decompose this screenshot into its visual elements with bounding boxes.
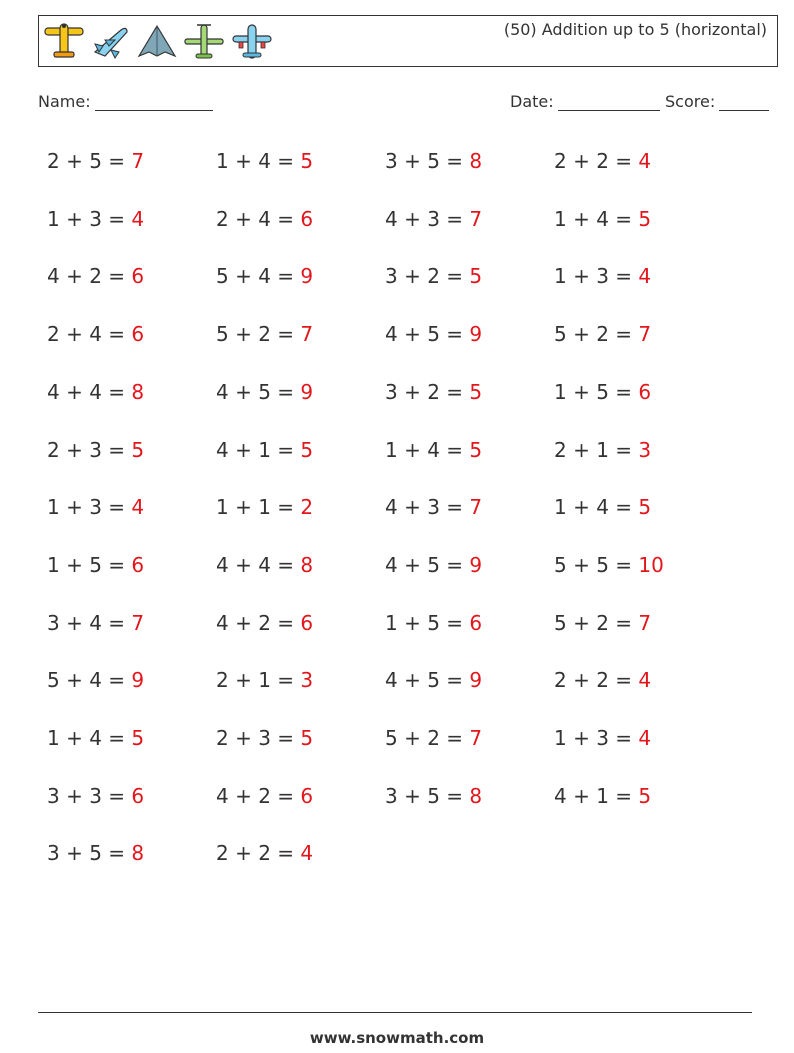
problem-answer: 6 — [300, 610, 314, 635]
problem-answer: 6 — [131, 783, 145, 808]
problem-item — [47, 149, 144, 173]
problem-question: 3 + 5 = — [385, 149, 470, 173]
problem-item — [216, 207, 313, 231]
problem-item — [385, 322, 482, 346]
problem-answer: 9 — [469, 322, 483, 347]
problem-question: 4 + 1 = — [554, 783, 639, 808]
score-label: Score: — [665, 92, 716, 111]
problem-item — [47, 611, 144, 635]
problem-answer: 2 — [300, 495, 314, 520]
problem-question: 2 + 3 = — [216, 726, 301, 750]
problem-answer: 6 — [131, 264, 145, 289]
problem-question: 3 + 5 = — [47, 841, 132, 866]
problem-answer: 4 — [300, 841, 314, 866]
header-icons — [43, 22, 273, 62]
problem-question: 2 + 2 = — [554, 149, 639, 173]
problem-item — [47, 438, 144, 462]
problem-item — [554, 553, 664, 577]
problem-question: 4 + 2 = — [216, 783, 301, 808]
problem-answer: 6 — [638, 379, 652, 404]
problem-answer: 8 — [300, 552, 314, 577]
footer-url: www.snowmath.com — [309, 1029, 485, 1047]
problem-question: 4 + 5 = — [385, 668, 470, 693]
problem-item — [385, 553, 482, 577]
problem-answer: 4 — [638, 149, 652, 173]
problem-question: 4 + 4 = — [216, 552, 301, 577]
problem-answer: 10 — [638, 552, 664, 577]
problem-item — [216, 380, 313, 404]
problem-question: 1 + 3 = — [554, 264, 639, 289]
problem-question: 4 + 5 = — [385, 322, 470, 347]
problem-item — [216, 841, 313, 865]
problem-question: 4 + 3 = — [385, 206, 470, 231]
problem-item — [216, 438, 313, 462]
date-blank-line[interactable] — [558, 92, 660, 111]
problem-question: 3 + 2 = — [385, 264, 470, 289]
worksheet-header — [38, 15, 778, 67]
problem-item — [47, 322, 144, 346]
problem-item — [554, 380, 651, 404]
problem-answer: 4 — [131, 495, 145, 520]
yellow-biplane-icon — [43, 22, 85, 62]
student-info-row — [38, 92, 770, 116]
problem-item — [554, 149, 651, 173]
blue-airliner-icon — [231, 22, 273, 62]
problem-item — [385, 495, 482, 519]
problem-question: 1 + 5 = — [554, 379, 639, 404]
date-label: Date: — [510, 92, 554, 111]
problem-item — [216, 264, 313, 288]
problem-answer: 7 — [300, 322, 314, 347]
problem-answer: 7 — [131, 149, 145, 173]
problem-answer: 5 — [469, 437, 483, 462]
problem-question: 1 + 4 = — [216, 149, 301, 173]
problem-question: 5 + 2 = — [216, 322, 301, 347]
problem-item — [385, 264, 482, 288]
problem-answer: 5 — [638, 783, 652, 808]
problem-question: 1 + 5 = — [385, 610, 470, 635]
problem-item — [47, 553, 144, 577]
problem-answer: 7 — [469, 726, 483, 750]
problem-question: 1 + 1 = — [216, 495, 301, 520]
problem-item — [47, 380, 144, 404]
problem-item — [385, 611, 482, 635]
problem-answer: 9 — [300, 264, 314, 289]
problem-answer: 8 — [469, 149, 483, 173]
date-field[interactable] — [510, 92, 660, 111]
problem-question: 3 + 4 = — [47, 610, 132, 635]
problem-item — [47, 726, 144, 750]
problem-question: 4 + 3 = — [385, 495, 470, 520]
problem-question: 5 + 2 = — [554, 322, 639, 347]
problem-item — [554, 726, 651, 750]
problem-question: 2 + 2 = — [216, 841, 301, 866]
problem-question: 2 + 3 = — [47, 437, 132, 462]
problem-question: 1 + 5 = — [47, 552, 132, 577]
worksheet-title: (50) Addition up to 5 (horizontal) — [503, 20, 767, 39]
problem-item — [554, 495, 651, 519]
name-blank-line[interactable] — [95, 92, 213, 111]
score-field[interactable] — [665, 92, 769, 111]
problem-answer: 9 — [300, 379, 314, 404]
problem-question: 1 + 4 = — [554, 206, 639, 231]
problem-answer: 8 — [131, 379, 145, 404]
problem-question: 5 + 2 = — [385, 726, 470, 750]
problem-item — [216, 149, 313, 173]
problem-item — [47, 841, 144, 865]
problem-answer: 5 — [300, 726, 314, 750]
problem-question: 4 + 1 = — [216, 437, 301, 462]
problem-answer: 5 — [638, 495, 652, 520]
problem-answer: 4 — [638, 668, 652, 693]
problem-question: 2 + 5 = — [47, 149, 132, 173]
problem-answer: 4 — [638, 264, 652, 289]
problem-answer: 6 — [131, 552, 145, 577]
problem-item — [47, 784, 144, 808]
problem-answer: 3 — [638, 437, 652, 462]
problem-item — [385, 668, 482, 692]
problem-item — [554, 611, 651, 635]
problem-answer: 5 — [469, 264, 483, 289]
problem-item — [216, 668, 313, 692]
problem-answer: 7 — [638, 322, 652, 347]
problem-item — [385, 380, 482, 404]
problem-question: 5 + 4 = — [47, 668, 132, 693]
problem-item — [216, 611, 313, 635]
problem-question: 1 + 3 = — [47, 495, 132, 520]
problem-answer: 4 — [638, 726, 652, 750]
problem-answer: 5 — [300, 149, 314, 173]
problem-question: 4 + 5 = — [216, 379, 301, 404]
problem-question: 4 + 5 = — [385, 552, 470, 577]
problem-question: 1 + 3 = — [47, 206, 132, 231]
name-label: Name: — [38, 92, 91, 111]
problem-question: 2 + 1 = — [554, 437, 639, 462]
problem-item — [47, 495, 144, 519]
problem-answer: 7 — [469, 206, 483, 231]
problem-answer: 5 — [131, 437, 145, 462]
problem-item — [47, 668, 144, 692]
problem-item — [385, 438, 482, 462]
blue-jet-icon — [91, 22, 131, 62]
problem-item — [385, 726, 482, 750]
problem-question: 5 + 4 = — [216, 264, 301, 289]
problem-answer: 3 — [300, 668, 314, 693]
problem-question: 1 + 4 = — [47, 726, 132, 750]
problem-item — [385, 149, 482, 173]
problem-question: 3 + 3 = — [47, 783, 132, 808]
problem-answer: 5 — [469, 379, 483, 404]
problem-item — [47, 264, 144, 288]
name-field[interactable] — [38, 92, 213, 111]
problem-answer: 7 — [638, 610, 652, 635]
problem-question: 4 + 4 = — [47, 379, 132, 404]
problem-question: 1 + 4 = — [554, 495, 639, 520]
problem-answer: 5 — [131, 726, 145, 750]
problem-answer: 9 — [131, 668, 145, 693]
problem-item — [216, 726, 313, 750]
problem-question: 2 + 2 = — [554, 668, 639, 693]
problem-item — [554, 322, 651, 346]
problem-answer: 7 — [131, 610, 145, 635]
problem-answer: 4 — [131, 206, 145, 231]
problem-question: 2 + 1 = — [216, 668, 301, 693]
problem-item — [554, 784, 651, 808]
problem-question: 3 + 5 = — [385, 783, 470, 808]
problem-answer: 7 — [469, 495, 483, 520]
problem-item — [216, 784, 313, 808]
problem-question: 1 + 3 = — [554, 726, 639, 750]
green-propeller-plane-icon — [183, 22, 225, 62]
problem-item — [554, 264, 651, 288]
problem-question: 3 + 2 = — [385, 379, 470, 404]
problem-answer: 6 — [131, 322, 145, 347]
problem-item — [47, 207, 144, 231]
score-blank-line[interactable] — [719, 92, 769, 111]
problem-answer: 6 — [300, 206, 314, 231]
problem-item — [216, 495, 313, 519]
problem-item — [216, 553, 313, 577]
problem-question: 2 + 4 = — [216, 206, 301, 231]
problem-answer: 5 — [300, 437, 314, 462]
problem-item — [554, 668, 651, 692]
problem-question: 5 + 2 = — [554, 610, 639, 635]
stealth-bomber-icon — [137, 22, 177, 62]
problem-question: 4 + 2 = — [216, 610, 301, 635]
footer-divider — [38, 1012, 752, 1013]
problem-answer: 6 — [300, 783, 314, 808]
problem-answer: 8 — [131, 841, 145, 866]
problem-item — [216, 322, 313, 346]
problem-question: 1 + 4 = — [385, 437, 470, 462]
problem-item — [554, 207, 651, 231]
problem-question: 4 + 2 = — [47, 264, 132, 289]
problem-question: 2 + 4 = — [47, 322, 132, 347]
problem-answer: 9 — [469, 552, 483, 577]
problem-question: 5 + 5 = — [554, 552, 639, 577]
problem-answer: 6 — [469, 610, 483, 635]
problem-answer: 5 — [638, 206, 652, 231]
problem-item — [385, 207, 482, 231]
problem-item — [385, 784, 482, 808]
problem-item — [554, 438, 651, 462]
problem-answer: 8 — [469, 783, 483, 808]
problem-answer: 9 — [469, 668, 483, 693]
